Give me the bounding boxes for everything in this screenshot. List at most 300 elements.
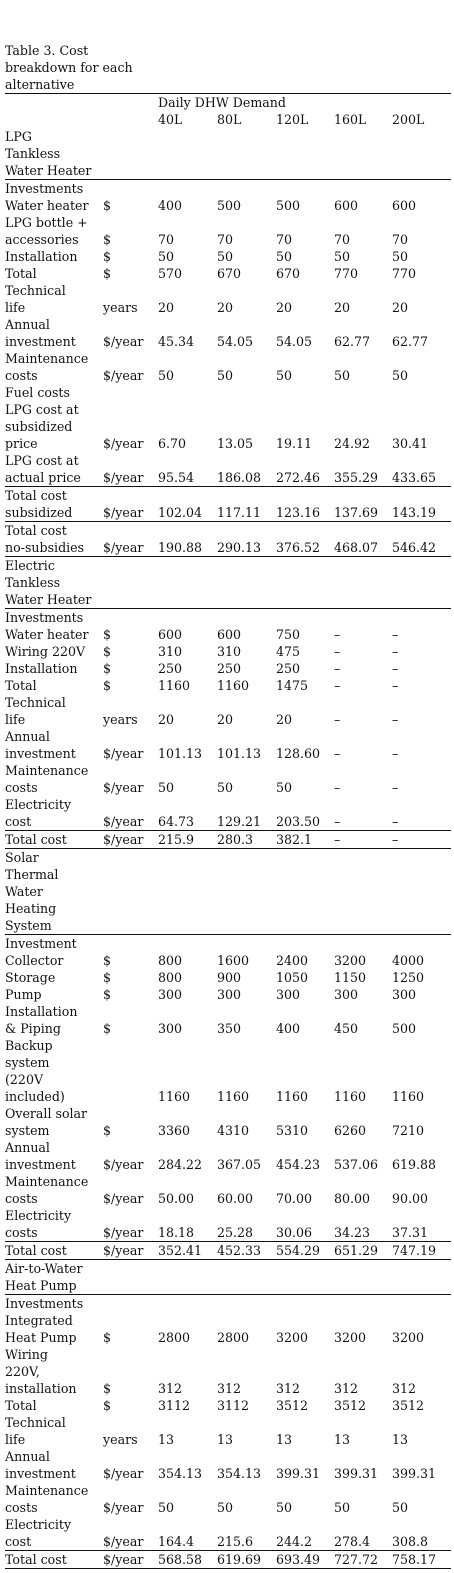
row-unit bbox=[103, 609, 158, 627]
row-unit bbox=[103, 557, 158, 609]
row-value: 800 bbox=[158, 953, 183, 968]
table-row bbox=[5, 180, 451, 198]
row-label: Air-to-Water Heat Pump bbox=[5, 1260, 103, 1295]
row-label: Electricity cost bbox=[5, 1516, 103, 1551]
row-value: 123.16 bbox=[276, 487, 334, 522]
table-row bbox=[5, 487, 451, 522]
row-value: 312 bbox=[334, 1381, 359, 1396]
row-value: 70 bbox=[276, 232, 293, 247]
row-value: 400 bbox=[276, 1021, 301, 1036]
row-label: Total cost bbox=[5, 1242, 103, 1260]
row-value: 13 bbox=[217, 1432, 234, 1447]
table-row bbox=[5, 522, 451, 557]
row-value bbox=[392, 1260, 451, 1295]
table-row bbox=[5, 401, 451, 452]
row-value: 186.08 bbox=[217, 452, 276, 487]
row-value bbox=[158, 935, 217, 953]
row-value: 250 bbox=[158, 661, 183, 676]
row-value: 399.31 bbox=[276, 1466, 321, 1481]
row-value bbox=[276, 1260, 334, 1295]
row-value: 693.49 bbox=[276, 1551, 334, 1569]
table-row bbox=[5, 986, 451, 1003]
table-row bbox=[5, 1346, 451, 1397]
header-row-columns bbox=[5, 111, 451, 128]
row-value: 19.11 bbox=[276, 436, 313, 451]
row-unit: years bbox=[103, 300, 138, 315]
row-value: 1050 bbox=[276, 970, 309, 985]
row-unit bbox=[103, 384, 158, 401]
header-column: 120L bbox=[276, 112, 309, 127]
row-value: 3360 bbox=[158, 1123, 191, 1138]
row-value: 50 bbox=[334, 368, 351, 383]
row-label: Pump bbox=[5, 987, 42, 1002]
row-value: 376.52 bbox=[276, 522, 334, 557]
row-label: Solar Thermal Water Heating System bbox=[5, 849, 103, 935]
row-value bbox=[276, 128, 334, 180]
row-unit: $ bbox=[103, 1123, 112, 1138]
row-value: 13 bbox=[334, 1432, 351, 1447]
row-label: Integrated Heat Pump bbox=[5, 1313, 77, 1345]
header-empty-cell bbox=[5, 111, 103, 128]
row-value: 128.60 bbox=[276, 746, 321, 761]
row-value: 300 bbox=[158, 987, 183, 1002]
row-unit: $/year bbox=[103, 1191, 144, 1206]
table-row bbox=[5, 728, 451, 762]
row-value: 5310 bbox=[276, 1123, 309, 1138]
table-row bbox=[5, 677, 451, 694]
row-label: Total cost subsidized bbox=[5, 487, 103, 522]
table-row bbox=[5, 452, 451, 487]
row-label: Annual investment bbox=[5, 1140, 76, 1172]
row-value bbox=[158, 557, 217, 609]
row-value: 50 bbox=[276, 1500, 293, 1515]
row-value: 312 bbox=[276, 1381, 301, 1396]
row-value: 13 bbox=[276, 1432, 293, 1447]
row-value: 50 bbox=[217, 368, 234, 383]
row-value: 24.92 bbox=[334, 436, 371, 451]
row-unit: $/year bbox=[103, 796, 158, 831]
row-value: 290.13 bbox=[217, 522, 276, 557]
row-value: 50 bbox=[334, 249, 351, 264]
row-value: – bbox=[334, 796, 392, 831]
header-empty-cell bbox=[5, 94, 103, 112]
row-value bbox=[392, 1295, 451, 1313]
row-unit: $ bbox=[103, 232, 112, 247]
row-value: 452.33 bbox=[217, 1242, 276, 1260]
row-value: 250 bbox=[276, 661, 301, 676]
row-unit: $/year bbox=[103, 487, 158, 522]
row-value bbox=[334, 128, 392, 180]
row-value: 6260 bbox=[334, 1123, 367, 1138]
row-unit: $ bbox=[103, 987, 112, 1002]
row-value: 13 bbox=[158, 1432, 175, 1447]
row-label: Technical life bbox=[5, 283, 66, 315]
table-row bbox=[5, 1312, 451, 1346]
row-label: LPG Tankless Water Heater bbox=[5, 128, 103, 180]
row-value: 50 bbox=[392, 249, 409, 264]
row-unit: $ bbox=[103, 266, 112, 281]
row-value: 62.77 bbox=[392, 334, 429, 349]
row-value: 310 bbox=[217, 644, 242, 659]
table-row bbox=[5, 1003, 451, 1037]
row-value: 50 bbox=[276, 249, 293, 264]
row-label: Electric Tankless Water Heater bbox=[5, 557, 103, 609]
row-value bbox=[217, 557, 276, 609]
table-caption: Table 3. Cost breakdown for each alternative bbox=[5, 43, 133, 92]
row-value: 300 bbox=[158, 1021, 183, 1036]
row-unit: $/year bbox=[103, 831, 158, 849]
row-unit: $/year bbox=[103, 1157, 144, 1172]
row-value: 95.54 bbox=[158, 452, 217, 487]
row-label: Total cost no-subsidies bbox=[5, 522, 103, 557]
row-value bbox=[217, 1260, 276, 1295]
table-row bbox=[5, 1516, 451, 1551]
row-value: 770 bbox=[392, 266, 417, 281]
row-value: 50 bbox=[158, 249, 175, 264]
row-label: Installation bbox=[5, 661, 78, 676]
row-unit bbox=[103, 1037, 158, 1105]
row-value: – bbox=[392, 661, 399, 676]
row-value bbox=[158, 609, 217, 627]
row-value: 619.88 bbox=[392, 1157, 437, 1172]
header-empty-cell bbox=[103, 111, 158, 128]
table-row bbox=[5, 609, 451, 627]
row-value: 80.00 bbox=[334, 1191, 371, 1206]
table-row bbox=[5, 831, 451, 849]
row-value: 37.31 bbox=[392, 1207, 451, 1242]
table-row bbox=[5, 1037, 451, 1105]
row-value: 70 bbox=[392, 232, 409, 247]
table-row bbox=[5, 1139, 451, 1173]
table-row bbox=[5, 952, 451, 969]
row-value: 310 bbox=[158, 644, 183, 659]
row-value: 50 bbox=[217, 249, 234, 264]
row-value bbox=[158, 1260, 217, 1295]
row-unit: $/year bbox=[103, 1242, 158, 1260]
row-label: LPG bottle + accessories bbox=[5, 215, 88, 247]
row-value: – bbox=[334, 780, 341, 795]
header-column: 80L bbox=[217, 112, 242, 127]
row-value: 101.13 bbox=[217, 746, 262, 761]
row-value: 7210 bbox=[392, 1123, 425, 1138]
row-value: 600 bbox=[334, 198, 359, 213]
row-unit: $/year bbox=[103, 452, 158, 487]
row-value: 450 bbox=[334, 1021, 359, 1036]
row-value: 190.88 bbox=[158, 522, 217, 557]
table-row bbox=[5, 282, 451, 316]
row-value bbox=[217, 1295, 276, 1313]
row-value: 367.05 bbox=[217, 1157, 262, 1172]
row-value: 546.42 bbox=[392, 522, 451, 557]
row-value: 272.46 bbox=[276, 452, 334, 487]
row-label: Total bbox=[5, 1398, 37, 1413]
row-value bbox=[392, 557, 451, 609]
row-value: 3512 bbox=[334, 1398, 367, 1413]
row-value: 203.50 bbox=[276, 796, 334, 831]
row-unit: $ bbox=[103, 953, 112, 968]
row-value: 1160 bbox=[217, 678, 250, 693]
row-value bbox=[158, 849, 217, 935]
row-value: 308.8 bbox=[392, 1516, 451, 1551]
row-value bbox=[276, 935, 334, 953]
table-row bbox=[5, 1260, 451, 1295]
row-value: – bbox=[392, 746, 399, 761]
row-value: 651.29 bbox=[334, 1242, 392, 1260]
row-value: 2800 bbox=[217, 1330, 250, 1345]
row-value bbox=[276, 1295, 334, 1313]
row-unit: $ bbox=[103, 198, 112, 213]
row-value: 600 bbox=[158, 627, 183, 642]
row-value: 399.31 bbox=[392, 1466, 437, 1481]
row-value bbox=[158, 1295, 217, 1313]
table-body bbox=[5, 94, 451, 1569]
row-value: 50 bbox=[158, 780, 175, 795]
row-value: 1160 bbox=[217, 1089, 250, 1104]
row-value: 554.29 bbox=[276, 1242, 334, 1260]
row-label: Total bbox=[5, 678, 37, 693]
row-label: Technical life bbox=[5, 1415, 66, 1447]
row-value bbox=[392, 935, 451, 953]
table-row bbox=[5, 1448, 451, 1482]
row-value: 13 bbox=[392, 1432, 409, 1447]
row-value: 300 bbox=[392, 987, 417, 1002]
row-value: 454.23 bbox=[276, 1157, 321, 1172]
row-label: Water heater bbox=[5, 198, 89, 213]
row-unit bbox=[103, 128, 158, 180]
row-value: 300 bbox=[334, 987, 359, 1002]
row-label: Maintenance costs bbox=[5, 763, 89, 795]
table-row bbox=[5, 316, 451, 350]
row-unit: years bbox=[103, 1432, 138, 1447]
row-value: – bbox=[334, 627, 341, 642]
row-value: 1150 bbox=[334, 970, 367, 985]
row-unit bbox=[103, 180, 158, 198]
row-value: 2800 bbox=[158, 1330, 191, 1345]
header-demand-title: Daily DHW Demand bbox=[158, 94, 451, 112]
row-value: 568.58 bbox=[158, 1551, 217, 1569]
table-row bbox=[5, 643, 451, 660]
row-value: 50.00 bbox=[158, 1191, 195, 1206]
row-value: 280.3 bbox=[217, 831, 276, 849]
row-value: 102.04 bbox=[158, 487, 217, 522]
table-row bbox=[5, 1397, 451, 1414]
row-value: 399.31 bbox=[334, 1466, 379, 1481]
row-value: 3200 bbox=[392, 1330, 425, 1345]
row-value: 60.00 bbox=[217, 1191, 254, 1206]
row-value: 1160 bbox=[158, 678, 191, 693]
row-value: 30.06 bbox=[276, 1207, 334, 1242]
row-value: 727.72 bbox=[334, 1551, 392, 1569]
row-label: Water heater bbox=[5, 627, 89, 642]
row-value: 101.13 bbox=[158, 746, 203, 761]
table-row bbox=[5, 1105, 451, 1139]
row-value: – bbox=[392, 796, 451, 831]
row-value: 3512 bbox=[392, 1398, 425, 1413]
row-value bbox=[392, 849, 451, 935]
row-label: Electricity cost bbox=[5, 796, 103, 831]
row-value: 64.73 bbox=[158, 796, 217, 831]
table-row bbox=[5, 1414, 451, 1448]
row-value: 13.05 bbox=[217, 436, 254, 451]
row-unit: $/year bbox=[103, 436, 144, 451]
row-value: 3512 bbox=[276, 1398, 309, 1413]
row-unit: $/year bbox=[103, 1551, 158, 1569]
row-value: – bbox=[334, 746, 341, 761]
table-row bbox=[5, 265, 451, 282]
table-row bbox=[5, 248, 451, 265]
table-row bbox=[5, 935, 451, 953]
table-row bbox=[5, 128, 451, 180]
row-value: – bbox=[334, 712, 341, 727]
table-row bbox=[5, 1173, 451, 1207]
row-value: 747.19 bbox=[392, 1242, 451, 1260]
table-row bbox=[5, 1207, 451, 1242]
row-label: Installation & Piping bbox=[5, 1004, 78, 1036]
table-row bbox=[5, 1551, 451, 1569]
row-unit: $/year bbox=[103, 1466, 144, 1481]
row-unit: $ bbox=[103, 678, 112, 693]
row-value: – bbox=[334, 678, 341, 693]
row-value: 3200 bbox=[334, 1330, 367, 1345]
table-row bbox=[5, 1482, 451, 1516]
row-value bbox=[276, 609, 334, 627]
row-value: 1475 bbox=[276, 678, 309, 693]
cost-breakdown-table bbox=[5, 93, 451, 1569]
row-value: – bbox=[392, 831, 451, 849]
row-value: 1600 bbox=[217, 953, 250, 968]
row-value bbox=[334, 557, 392, 609]
row-value: 750 bbox=[276, 627, 301, 642]
row-value: 54.05 bbox=[217, 334, 254, 349]
row-value: 300 bbox=[276, 987, 301, 1002]
row-label: Installation bbox=[5, 249, 78, 264]
row-value: 50 bbox=[334, 1500, 351, 1515]
row-label: Wiring 220V bbox=[5, 644, 86, 659]
row-unit: $/year bbox=[103, 368, 144, 383]
row-unit bbox=[103, 1295, 158, 1313]
row-label: Maintenance costs bbox=[5, 1174, 89, 1206]
row-unit: $ bbox=[103, 249, 112, 264]
row-value bbox=[334, 384, 392, 401]
row-value: – bbox=[334, 661, 341, 676]
row-value: 433.65 bbox=[392, 452, 451, 487]
row-unit: $/year bbox=[103, 780, 144, 795]
row-value: 619.69 bbox=[217, 1551, 276, 1569]
row-value: 354.13 bbox=[158, 1466, 203, 1481]
row-value: 20 bbox=[276, 300, 293, 315]
row-value: 250 bbox=[217, 661, 242, 676]
row-value: – bbox=[334, 644, 341, 659]
row-value: 600 bbox=[217, 627, 242, 642]
row-label: Maintenance costs bbox=[5, 351, 89, 383]
row-value: – bbox=[392, 780, 399, 795]
row-value: 500 bbox=[217, 198, 242, 213]
header-column: 160L bbox=[334, 112, 367, 127]
row-value: 300 bbox=[217, 987, 242, 1002]
row-value: – bbox=[392, 627, 399, 642]
row-value: 770 bbox=[334, 266, 359, 281]
row-value bbox=[334, 180, 392, 198]
table-row bbox=[5, 849, 451, 935]
row-unit: $ bbox=[103, 627, 112, 642]
header-row-demand bbox=[5, 94, 451, 112]
row-value: 244.2 bbox=[276, 1516, 334, 1551]
row-value bbox=[276, 557, 334, 609]
row-label: LPG cost at actual price bbox=[5, 452, 103, 487]
row-unit: $ bbox=[103, 644, 112, 659]
table-row bbox=[5, 626, 451, 643]
row-value: 354.13 bbox=[217, 1466, 262, 1481]
row-unit: $/year bbox=[103, 1500, 144, 1515]
row-value: 400 bbox=[158, 198, 183, 213]
row-value: 312 bbox=[217, 1381, 242, 1396]
header-column: 200L bbox=[392, 112, 425, 127]
row-value: 70.00 bbox=[276, 1191, 313, 1206]
row-value: 3200 bbox=[334, 953, 367, 968]
row-value: 6.70 bbox=[158, 436, 187, 451]
row-value: 382.1 bbox=[276, 831, 334, 849]
table-row bbox=[5, 197, 451, 214]
row-label: Total cost bbox=[5, 831, 103, 849]
table-row bbox=[5, 1295, 451, 1313]
row-value: 20 bbox=[217, 712, 234, 727]
row-label: LPG cost at subsidized price bbox=[5, 402, 79, 451]
row-label: Investments bbox=[5, 610, 84, 625]
row-value bbox=[334, 609, 392, 627]
row-value: 500 bbox=[392, 1021, 417, 1036]
row-unit: $ bbox=[103, 1398, 112, 1413]
row-value bbox=[217, 180, 276, 198]
row-label: Technical life bbox=[5, 695, 66, 727]
row-unit: $/year bbox=[103, 334, 144, 349]
row-unit: years bbox=[103, 712, 138, 727]
row-unit: $/year bbox=[103, 522, 158, 557]
row-value: – bbox=[334, 831, 392, 849]
row-value: 670 bbox=[276, 266, 301, 281]
row-label: Investment bbox=[5, 936, 77, 951]
row-label: Wiring 220V, installation bbox=[5, 1347, 77, 1396]
row-value: 50 bbox=[158, 1500, 175, 1515]
row-value: 20 bbox=[276, 712, 293, 727]
row-unit: $ bbox=[103, 1330, 112, 1345]
row-value: 62.77 bbox=[334, 334, 371, 349]
row-value: 352.41 bbox=[158, 1242, 217, 1260]
row-value: – bbox=[392, 644, 399, 659]
row-value: 570 bbox=[158, 266, 183, 281]
row-value: 50 bbox=[217, 1500, 234, 1515]
row-value: 20 bbox=[392, 300, 409, 315]
row-value: 54.05 bbox=[276, 334, 313, 349]
row-value: 164.4 bbox=[158, 1516, 217, 1551]
row-value: 312 bbox=[158, 1381, 183, 1396]
row-value: 500 bbox=[276, 198, 301, 213]
row-value: – bbox=[392, 678, 399, 693]
row-label: Collector bbox=[5, 953, 64, 968]
row-value bbox=[276, 180, 334, 198]
row-value: 670 bbox=[217, 266, 242, 281]
row-label: Maintenance costs bbox=[5, 1483, 89, 1515]
row-value: 20 bbox=[334, 300, 351, 315]
row-unit: $/year bbox=[103, 1516, 158, 1551]
row-value bbox=[158, 384, 217, 401]
row-value: 468.07 bbox=[334, 522, 392, 557]
row-value: 70 bbox=[158, 232, 175, 247]
table-row bbox=[5, 350, 451, 384]
row-unit bbox=[103, 935, 158, 953]
header-empty-cell bbox=[103, 94, 158, 112]
row-unit: $ bbox=[103, 661, 112, 676]
row-value: 1160 bbox=[392, 1089, 425, 1104]
